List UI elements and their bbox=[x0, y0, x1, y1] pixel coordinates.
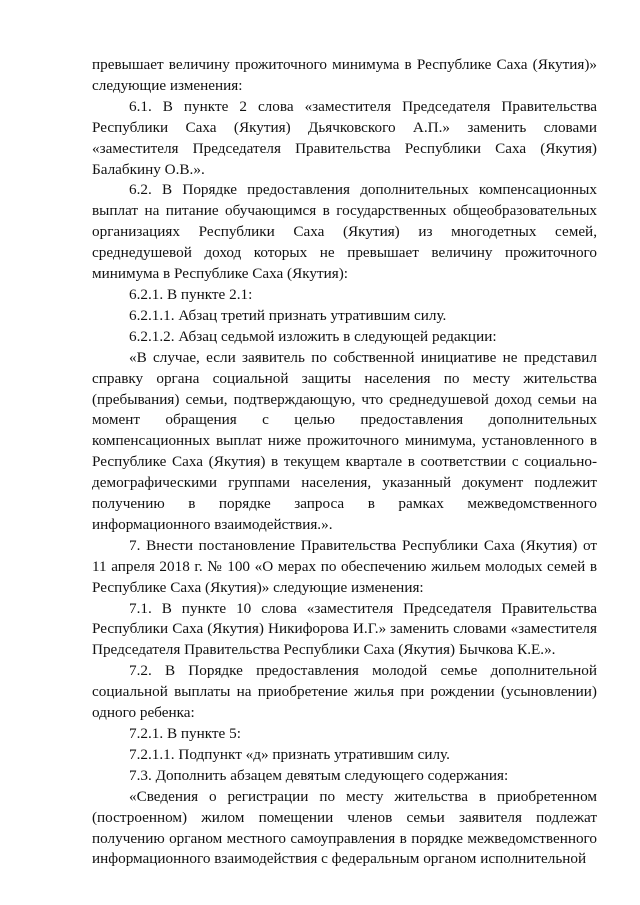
paragraph-quoted-text-2: «Сведения о регистрации по месту жительства в приобретенном (построенном) жилом помещении членов семьи заявителя подлежат получению органом местного самоуправления в порядке межведомственного информационного взаимодействия с федеральным органом исполнительной bbox=[92, 787, 597, 868]
paragraph-7-3: 7.3. Дополнить абзацем девятым следующего содержания: bbox=[129, 766, 509, 784]
paragraph-7-2-1-1: 7.2.1.1. Подпункт «д» признать утратившим силу. bbox=[129, 745, 450, 763]
paragraph-7: 7. Внести постановление Правительства Республики Саха (Якутия) от 11 апреля 2018 г. № 100 «О мерах по обеспечению жильем молодых семей в Республике Саха (Якутия)» следующие изменения: bbox=[92, 536, 597, 596]
paragraph-7-2-1: 7.2.1. В пункте 5: bbox=[129, 725, 241, 742]
paragraph-7-2: 7.2. В Порядке предоставления молодой семье дополнительной социальной выплаты на приобретение жилья при рождении (усыновлении) одного ребенка: bbox=[92, 662, 597, 722]
paragraph-continuation: превышает величину прожиточного минимума в Республике Саха (Якутия)» следующие изменения: bbox=[92, 56, 597, 94]
paragraph-6-2: 6.2. В Порядке предоставления дополнительных компенсационных выплат на питание обучающимся в государственных общеобразовательных организациях Республики Саха (Якутия) из многодетных семей, среднедушевой доход которых не превышает величину прожиточного минимума в Республике Саха (Якутия): bbox=[92, 181, 597, 283]
paragraph-6-2-1-1: 6.2.1.1. Абзац третий признать утратившим силу. bbox=[129, 306, 447, 324]
paragraph-6-2-1: 6.2.1. В пункте 2.1: bbox=[129, 285, 253, 303]
paragraph-6-2-1-2: 6.2.1.2. Абзац седьмой изложить в следующей редакции: bbox=[129, 327, 497, 345]
paragraph-quoted-text-1: «В случае, если заявитель по собственной инициативе не представил справку органа социальной защиты населения по месту жительства (пребывания) семьи, подтверждающую, что среднедушевой доход семьи на момент обращения с целью предоставления дополнительных компенсационных выплат ниже прожиточного минимума, установленного в Республике Саха (Якутия) в текущем квартале в соответствии с социально-демографическими группами населения, указанный документ подлежит получению в порядке запроса в рамках межведомственного информационного взаимодействия.». bbox=[92, 348, 597, 533]
paragraph-7-1: 7.1. В пункте 10 слова «заместителя Председателя Правительства Республики Саха (Якутия) Никифорова И.Г.» заменить словами «заместителя Председателя Правительства Республики Саха (Якутия) Бычкова К.Е.». bbox=[92, 599, 597, 659]
document-body bbox=[92, 55, 597, 870]
paragraph-6-1: 6.1. В пункте 2 слова «заместителя Председателя Правительства Республики Саха (Якутия) Дьячковского А.П.» заменить словами «заместителя Председателя Правительства Республики Саха (Якутия) Балабкину О.В.». bbox=[92, 97, 597, 178]
